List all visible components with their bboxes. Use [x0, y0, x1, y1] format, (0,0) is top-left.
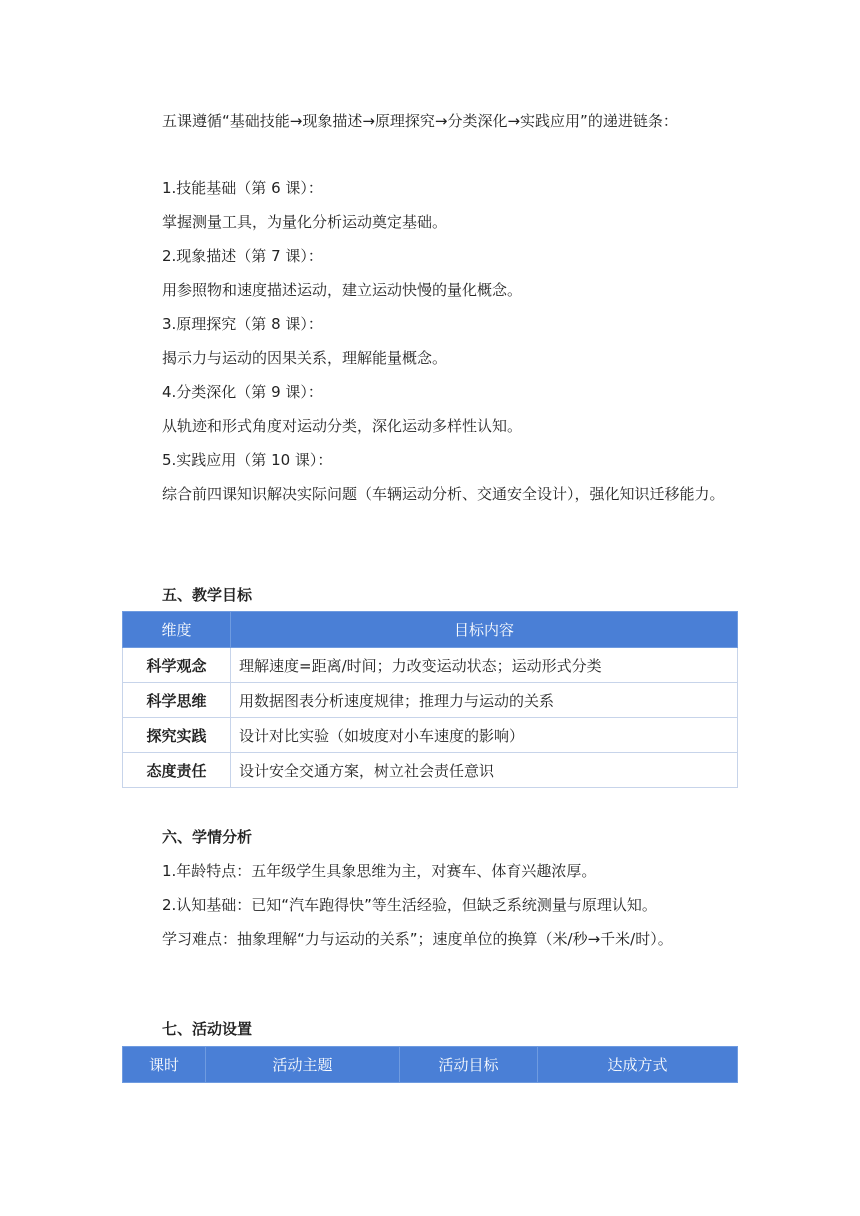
column-header: 活动主题	[206, 1047, 400, 1083]
analysis-line: 1.年龄特点：五年级学生具象思维为主，对赛车、体育兴趣浓厚。	[162, 862, 597, 880]
lesson-desc: 用参照物和速度描述运动，建立运动快慢的量化概念。	[162, 281, 523, 299]
content-cell: 理解速度=距离/时间；力改变运动状态；运动形式分类	[231, 648, 738, 683]
column-header: 维度	[123, 612, 231, 648]
column-header: 达成方式	[538, 1047, 738, 1083]
activities-table	[122, 1046, 738, 1083]
column-header: 活动目标	[400, 1047, 538, 1083]
lesson-desc: 掌握测量工具，为量化分析运动奠定基础。	[162, 213, 448, 231]
table-row	[123, 753, 738, 788]
content-cell: 设计安全交通方案，树立社会责任意识	[231, 753, 738, 788]
lesson-desc: 揭示力与运动的因果关系，理解能量概念。	[162, 349, 448, 367]
intro-paragraph: 五课遵循“基础技能→现象描述→原理探究→分类深化→实践应用”的递进链条：	[162, 112, 678, 130]
table-row	[123, 648, 738, 683]
lesson-desc: 从轨迹和形式角度对运动分类，深化运动多样性认知。	[162, 417, 523, 435]
analysis-line: 2.认知基础：已知“汽车跑得快”等生活经验，但缺乏系统测量与原理认知。	[162, 896, 657, 914]
column-header: 目标内容	[231, 612, 738, 648]
content-cell: 用数据图表分析速度规律；推理力与运动的关系	[231, 683, 738, 718]
table-header-row	[123, 1047, 738, 1083]
lesson-title: 3.原理探究（第 8 课）：	[162, 315, 323, 333]
table-header-row	[123, 612, 738, 648]
lesson-title: 2.现象描述（第 7 课）：	[162, 247, 323, 265]
content-cell: 设计对比实验（如坡度对小车速度的影响）	[231, 718, 738, 753]
section-heading-goals: 五、教学目标	[162, 586, 253, 604]
learning-difficulty: 学习难点：抽象理解“力与运动的关系”；速度单位的换算（米/秒→千米/时）。	[162, 930, 673, 948]
table-row	[123, 683, 738, 718]
lesson-title: 5.实践应用（第 10 课）：	[162, 451, 333, 469]
table-row	[123, 718, 738, 753]
dimension-cell: 科学观念	[123, 648, 231, 683]
lesson-title: 4.分类深化（第 9 课）：	[162, 383, 323, 401]
section-heading-activities: 七、活动设置	[162, 1020, 253, 1038]
goals-table	[122, 611, 738, 788]
dimension-cell: 探究实践	[123, 718, 231, 753]
section-heading-analysis: 六、学情分析	[162, 828, 253, 846]
dimension-cell: 态度责任	[123, 753, 231, 788]
dimension-cell: 科学思维	[123, 683, 231, 718]
lesson-title: 1.技能基础（第 6 课）：	[162, 179, 323, 197]
column-header: 课时	[123, 1047, 206, 1083]
lesson-desc: 综合前四课知识解决实际问题（车辆运动分析、交通安全设计），强化知识迁移能力。	[162, 485, 725, 503]
